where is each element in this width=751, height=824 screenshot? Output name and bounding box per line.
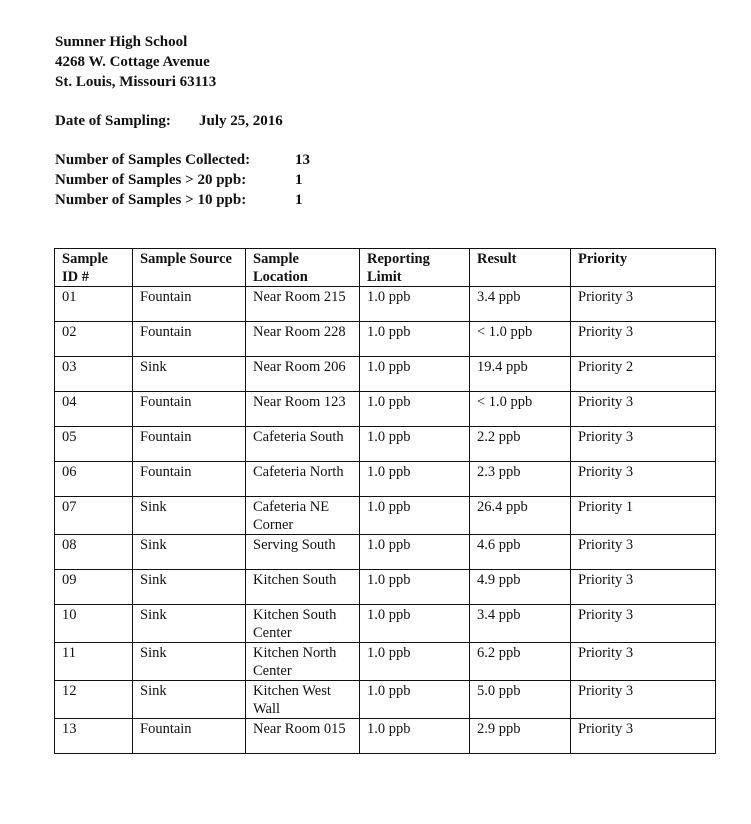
- table-row: [55, 427, 716, 462]
- cell-sample-source: Fountain: [133, 719, 246, 754]
- cell-priority: Priority 1: [571, 497, 716, 535]
- cell-sample-source: Sink: [133, 643, 246, 681]
- cell-sample-source: Fountain: [133, 392, 246, 427]
- sampling-date-value: July 25, 2016: [199, 113, 283, 129]
- count-row: [55, 150, 310, 170]
- cell-sample-id: 05: [55, 427, 133, 462]
- sample-results-table: [54, 248, 716, 754]
- cell-priority: Priority 3: [571, 535, 716, 570]
- count-row: [55, 190, 310, 210]
- header-sample-source: Sample Source: [133, 249, 246, 287]
- cell-sample-source: Sink: [133, 497, 246, 535]
- table-header-row: [55, 249, 716, 287]
- cell-sample-id: 11: [55, 643, 133, 681]
- cell-result: 3.4 ppb: [470, 287, 571, 322]
- sampling-date-label: Date of Sampling:: [55, 113, 171, 129]
- count-label: Number of Samples > 20 ppb:: [55, 172, 247, 188]
- street-address: 4268 W. Cottage Avenue: [55, 54, 210, 70]
- table-row: [55, 322, 716, 357]
- cell-priority: Priority 3: [571, 643, 716, 681]
- table-row: [55, 287, 716, 322]
- cell-reporting-limit: 1.0 ppb: [360, 643, 470, 681]
- cell-sample-source: Sink: [133, 605, 246, 643]
- table-row: [55, 605, 716, 643]
- cell-sample-source: Fountain: [133, 427, 246, 462]
- table-row: [55, 719, 716, 754]
- cell-sample-location: Cafeteria North: [246, 462, 360, 497]
- cell-sample-id: 08: [55, 535, 133, 570]
- cell-sample-id: 13: [55, 719, 133, 754]
- cell-sample-source: Sink: [133, 681, 246, 719]
- cell-result: 5.0 ppb: [470, 681, 571, 719]
- cell-sample-id: 03: [55, 357, 133, 392]
- table-row: [55, 462, 716, 497]
- cell-priority: Priority 3: [571, 287, 716, 322]
- sampling-date-line: [55, 111, 283, 131]
- cell-sample-id: 09: [55, 570, 133, 605]
- table-row: [55, 643, 716, 681]
- cell-reporting-limit: 1.0 ppb: [360, 719, 470, 754]
- header-sample-location: Sample Location: [246, 249, 360, 287]
- cell-priority: Priority 3: [571, 322, 716, 357]
- cell-sample-location: Kitchen South Center: [246, 605, 360, 643]
- cell-result: < 1.0 ppb: [470, 322, 571, 357]
- header-sample-id: Sample ID #: [55, 249, 133, 287]
- cell-sample-id: 12: [55, 681, 133, 719]
- cell-sample-location: Near Room 215: [246, 287, 360, 322]
- cell-sample-source: Fountain: [133, 322, 246, 357]
- cell-sample-location: Serving South: [246, 535, 360, 570]
- cell-reporting-limit: 1.0 ppb: [360, 427, 470, 462]
- cell-reporting-limit: 1.0 ppb: [360, 357, 470, 392]
- count-label: Number of Samples > 10 ppb:: [55, 192, 247, 208]
- table-row: [55, 392, 716, 427]
- cell-priority: Priority 3: [571, 427, 716, 462]
- cell-reporting-limit: 1.0 ppb: [360, 605, 470, 643]
- cell-priority: Priority 3: [571, 462, 716, 497]
- count-value: 1: [295, 172, 303, 188]
- cell-reporting-limit: 1.0 ppb: [360, 497, 470, 535]
- cell-result: < 1.0 ppb: [470, 392, 571, 427]
- count-value: 13: [295, 152, 310, 168]
- cell-priority: Priority 3: [571, 605, 716, 643]
- school-name: Sumner High School: [55, 34, 188, 50]
- cell-result: 6.2 ppb: [470, 643, 571, 681]
- cell-sample-location: Near Room 015: [246, 719, 360, 754]
- table-row: [55, 497, 716, 535]
- city-state-zip: St. Louis, Missouri 63113: [55, 74, 217, 90]
- count-label: Number of Samples Collected:: [55, 152, 251, 168]
- cell-sample-location: Kitchen South: [246, 570, 360, 605]
- cell-sample-location: Near Room 228: [246, 322, 360, 357]
- cell-sample-source: Fountain: [133, 462, 246, 497]
- cell-sample-id: 10: [55, 605, 133, 643]
- cell-reporting-limit: 1.0 ppb: [360, 570, 470, 605]
- cell-sample-id: 07: [55, 497, 133, 535]
- sample-counts-block: [55, 150, 310, 210]
- cell-priority: Priority 3: [571, 719, 716, 754]
- cell-result: 3.4 ppb: [470, 605, 571, 643]
- cell-sample-location: Near Room 123: [246, 392, 360, 427]
- cell-reporting-limit: 1.0 ppb: [360, 392, 470, 427]
- cell-sample-location: Kitchen North Center: [246, 643, 360, 681]
- cell-priority: Priority 3: [571, 392, 716, 427]
- cell-reporting-limit: 1.0 ppb: [360, 287, 470, 322]
- cell-sample-source: Fountain: [133, 287, 246, 322]
- cell-sample-id: 04: [55, 392, 133, 427]
- cell-sample-location: Cafeteria NE Corner: [246, 497, 360, 535]
- cell-priority: Priority 3: [571, 681, 716, 719]
- table-row: [55, 535, 716, 570]
- count-row: [55, 170, 310, 190]
- cell-result: 4.9 ppb: [470, 570, 571, 605]
- cell-sample-source: Sink: [133, 535, 246, 570]
- table-row: [55, 570, 716, 605]
- header-result: Result: [470, 249, 571, 287]
- cell-result: 2.9 ppb: [470, 719, 571, 754]
- table-row: [55, 357, 716, 392]
- cell-reporting-limit: 1.0 ppb: [360, 535, 470, 570]
- cell-sample-id: 02: [55, 322, 133, 357]
- cell-result: 19.4 ppb: [470, 357, 571, 392]
- cell-reporting-limit: 1.0 ppb: [360, 322, 470, 357]
- cell-sample-source: Sink: [133, 357, 246, 392]
- cell-reporting-limit: 1.0 ppb: [360, 681, 470, 719]
- cell-result: 2.2 ppb: [470, 427, 571, 462]
- cell-result: 2.3 ppb: [470, 462, 571, 497]
- table-row: [55, 681, 716, 719]
- header-reporting-limit: Reporting Limit: [360, 249, 470, 287]
- cell-sample-id: 01: [55, 287, 133, 322]
- cell-sample-source: Sink: [133, 570, 246, 605]
- cell-sample-location: Near Room 206: [246, 357, 360, 392]
- cell-priority: Priority 2: [571, 357, 716, 392]
- count-value: 1: [295, 192, 303, 208]
- cell-sample-location: Kitchen West Wall: [246, 681, 360, 719]
- cell-sample-location: Cafeteria South: [246, 427, 360, 462]
- cell-priority: Priority 3: [571, 570, 716, 605]
- header-priority: Priority: [571, 249, 716, 287]
- cell-result: 26.4 ppb: [470, 497, 571, 535]
- cell-result: 4.6 ppb: [470, 535, 571, 570]
- school-address-block: [55, 32, 216, 92]
- cell-sample-id: 06: [55, 462, 133, 497]
- cell-reporting-limit: 1.0 ppb: [360, 462, 470, 497]
